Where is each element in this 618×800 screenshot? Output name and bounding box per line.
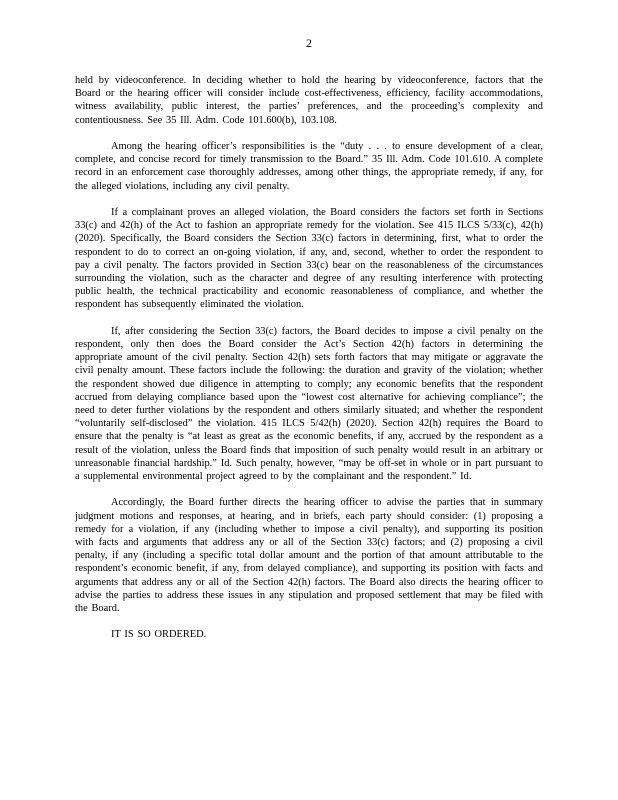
paragraph-section-33c: If a complainant proves an alleged violation, the Board considers the factors set forth in Sections 33(c) and 42(h) of the Act to fashion an appropriate remedy for the violation. See 415 ILCS 5/33(c), 42(h) (2020). Specifically, the Board considers the Section 33(c) factors in determining, first, what to order the respondent to do to correct an on-going violation, if any, and, second, whether to order the respondent to pay a civil penalty. The factors provided in Section 33(c) bear on the reasonableness of the circumstances surrounding the violation, such as the character and degree of any resulting interference with protecting public health, the technical practicability and economic reasonableness of compliance, and whether the respondent has subsequently eliminated the violation. xyxy=(75,207,543,311)
page-number: 2 xyxy=(306,36,312,50)
paragraph-section-42h: If, after considering the Section 33(c) factors, the Board decides to impose a civil penalty on the respondent, only then does the Board consider the Act’s Section 42(h) factors in determining the appropriate amount of the civil penalty. Section 42(h) sets forth factors that may mitigate or aggravate the civil penalty amount. These factors include the following: the duration and gravity of the violation; whether the respondent showed due diligence in attempting to comply; any economic benefits that the respondent accrued from delaying compliance based upon the “lowest cost alternative for achieving compliance”; the need to deter further violations by the respondent and others similarly situated; and whether the respondent “voluntarily self-disclosed” the violation. 415 ILCS 5/42(h) (2020). Section 42(h) requires the Board to ensure that the penalty is “at least as great as the economic benefits, if any, accrued by the respondent as a result of the violation, unless the Board finds that imposition of such penalty would result in an arbitrary or unreasonable financial hardship.” Id. Such penalty, however, “may be off-set in whole or in part pursuant to a supplemental environmental project agreed to by the complainant and the respondent.” Id. xyxy=(75,325,543,483)
paragraph-directions: Accordingly, the Board further directs the hearing officer to advise the parties that in summary judgment motions and responses, at hearing, and in briefs, each party should consider: (1) proposing a remedy for a violation, if any (including whether to impose a civil penalty), and supporting its position with facts and arguments that address any or all of the Section 33(c) factors; and (2) proposing a civil penalty, if any (including a specific total dollar amount and the portion of that amount attributable to the respondent’s economic benefit, if any, from delayed compliance), and supporting its position with facts and arguments that address any or all of the Section 42(h) factors. The Board also directs the hearing officer to advise the parties to address these issues in any stipulation and proposed settlement that may be filed with the Board. xyxy=(75,497,543,615)
closing-order: IT IS SO ORDERED. xyxy=(111,629,207,641)
document-body xyxy=(75,74,543,642)
paragraph-continuation: held by videoconference. In deciding whether to hold the hearing by videoconference, factors that the Board or the hearing officer will consider include cost-effectiveness, efficiency, facility accommodations, witness availability, public interest, the parties’ preferences, and the proceeding’s complexity and contentiousness. See 35 Ill. Adm. Code 101.600(b), 103.108. xyxy=(75,75,543,126)
paragraph-hearing-officer-duty: Among the hearing officer’s responsibilities is the “duty . . . to ensure development of a clear, complete, and concise record for timely transmission to the Board.” 35 Ill. Adm. Code 101.610. A complete record in an enforcement case thoroughly addresses, among other things, the appropriate remedy, if any, for the alleged violations, including any civil penalty. xyxy=(75,141,543,192)
